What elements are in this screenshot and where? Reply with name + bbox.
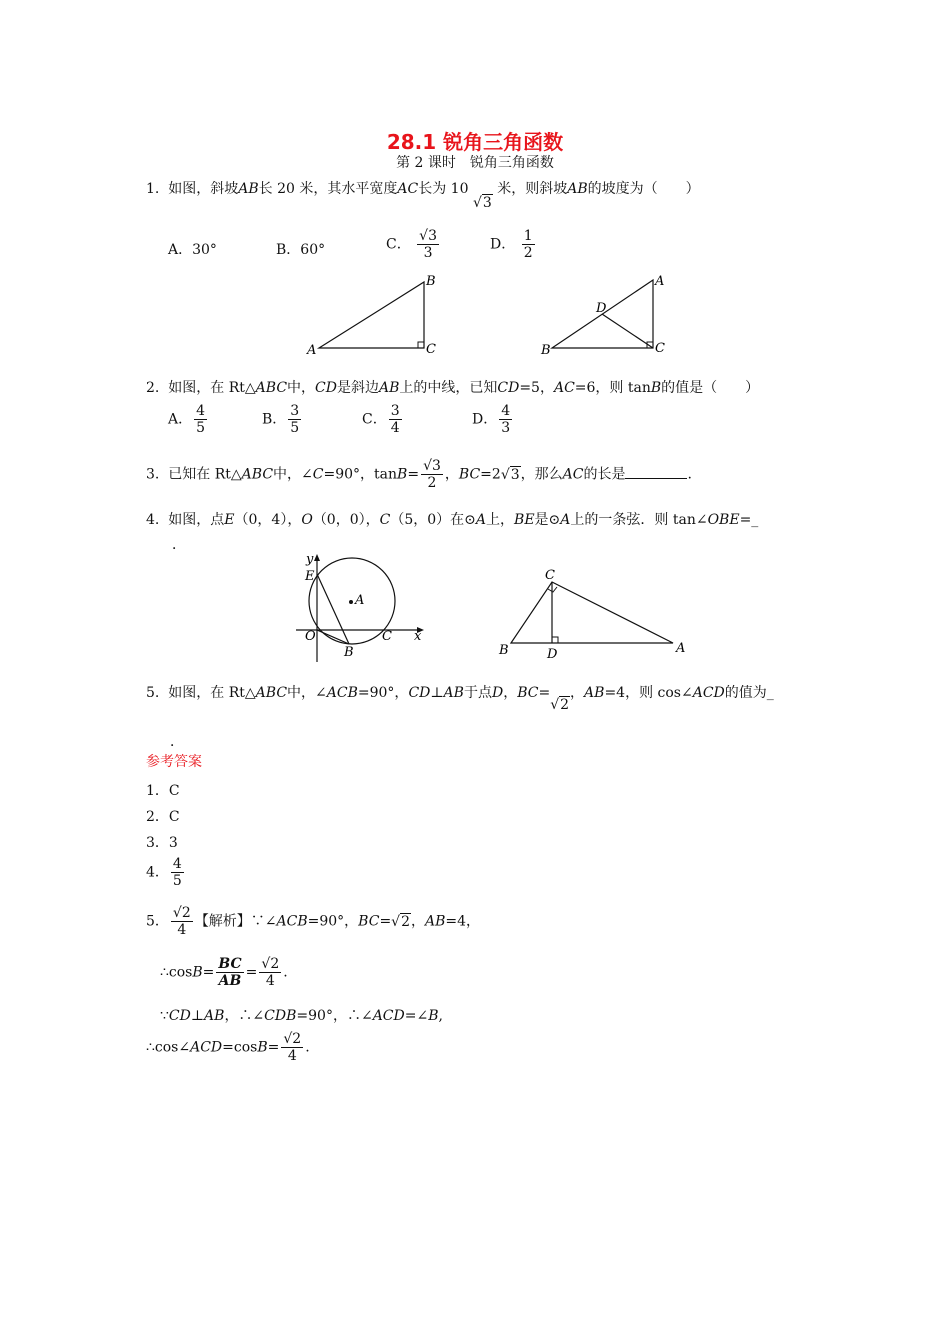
fig3-label-a: A [355, 593, 365, 608]
fig4-label-d: D [547, 647, 558, 662]
q2-option-c[interactable]: C． $\frac{3}{4}$ [362, 403, 400, 437]
q1-option-d[interactable]: D． $\frac{1}{2}$ [490, 228, 533, 262]
q1-option-b[interactable]: B．60° [276, 242, 326, 258]
fig4-label-a: A [676, 641, 686, 656]
answer-5-step-4: ∴cos∠ACD=cosB= $\frac{√2}{4}$ . [146, 1031, 310, 1065]
fig1-label-a: A [307, 343, 317, 358]
page-subtitle: 第 2 课时 锐角三角函数 [396, 155, 554, 171]
q1-option-c[interactable]: C． $\frac{√3}{3}$ [386, 228, 438, 262]
answer-5: 5． $\frac{√2}{4}$ 【解析】∵∠ACB=90°，BC=√2，AB=4， [146, 905, 481, 939]
answer-5-step-2: ∴cosB= $\frac{BC}{AB}$ = $\frac{√2}{4}$ . [160, 956, 288, 990]
fig4-label-c: C [545, 568, 555, 583]
fig3-label-o: O [305, 629, 316, 644]
fig2-label-b: B [541, 343, 551, 358]
answers-heading: 参考答案 [146, 754, 202, 770]
answer-5-step-3: ∵CD⊥AB，∴∠CDB=90°，∴∠ACD=∠B, [160, 1008, 443, 1024]
figure-altitude-triangle [495, 566, 695, 662]
question-2: 2. 如图，在 Rt△ABC中，CD是斜边AB上的中线，已知CD=5，AC=6，则 tanB的值是（ ） [146, 380, 760, 396]
fig3-label-c: C [382, 629, 392, 644]
answer-1: 1．C [146, 783, 180, 799]
question-4-line2: ． [172, 537, 186, 553]
question-4: 4. 如图，点E（0，4），O（0，0），C（5，0）在⊙A上，BE是⊙A上的一条弦．则 tan∠OBE=_ [146, 512, 759, 528]
fig3-label-y: y [306, 552, 314, 567]
fig2-label-a: A [655, 274, 665, 289]
page-title: 28.1 锐角三角函数 [386, 130, 564, 154]
answer-3: 3．3 [146, 835, 178, 851]
figure-median-triangle [538, 270, 678, 360]
fig3-label-e: E [305, 569, 315, 584]
figure-slope-triangle [305, 272, 445, 358]
answer-blank[interactable] [625, 466, 687, 479]
question-5: 5. 如图，在 Rt△ABC中，∠ACB=90°，CD⊥AB于点D，BC=√2，AB=4，则 cos∠ACD的值为_ [146, 685, 774, 713]
fig2-label-c: C [655, 341, 665, 356]
fig4-label-b: B [499, 643, 509, 658]
q2-option-b[interactable]: B． $\frac{3}{5}$ [262, 403, 300, 437]
fig2-label-d: D [596, 301, 607, 316]
question-1: 1. 如图，斜坡AB长 20 米，其水平宽度AC长为 10 √3 米，则斜坡AB的坡度为（ ） [146, 181, 700, 211]
fig1-label-b: B [426, 274, 436, 289]
fig1-label-c: C [426, 342, 436, 357]
question-3: 3. 已知在 Rt△ABC中，∠C=90°，tanB= $\frac{√3}{2}$ ，BC=2√3，那么AC的长是 . [146, 458, 692, 492]
figure-circle-axes [292, 552, 427, 664]
q1-option-a[interactable]: A．30° [168, 242, 217, 258]
fig3-label-x: x [414, 629, 422, 644]
q2-option-d[interactable]: D． $\frac{4}{3}$ [472, 403, 511, 437]
answer-4: 4． $\frac{4}{5}$ [146, 856, 182, 890]
q2-option-a[interactable]: A． $\frac{4}{5}$ [168, 403, 206, 437]
answer-2: 2．C [146, 809, 180, 825]
sqrt-3: √3 [472, 195, 492, 211]
fig3-label-b: B [344, 645, 354, 660]
question-5-line2: ． [170, 734, 184, 750]
